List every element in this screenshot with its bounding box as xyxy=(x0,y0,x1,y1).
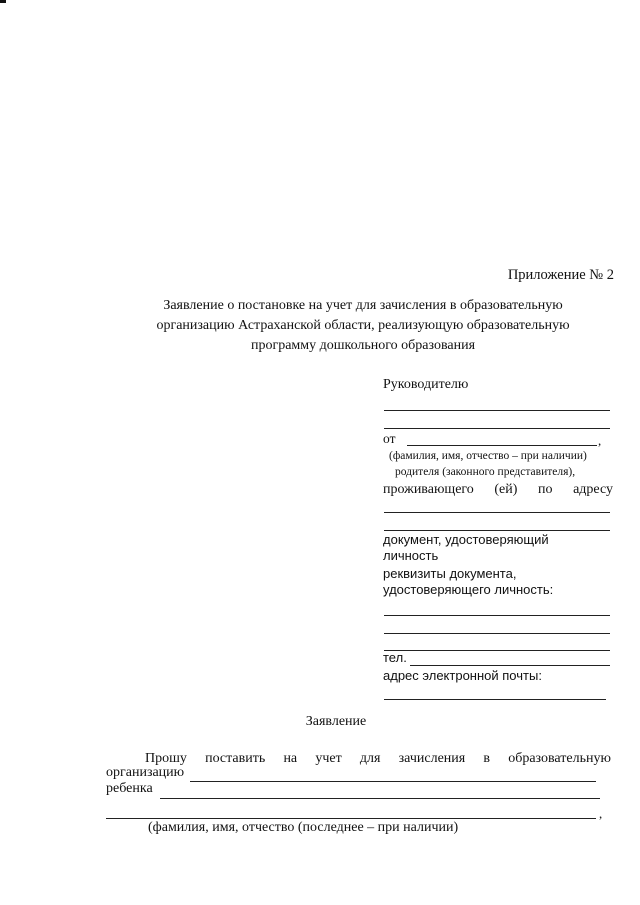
title-line-1: Заявление о постановке на учет для зачисления в образовательную xyxy=(163,298,563,313)
doc-details-line-2[interactable] xyxy=(384,633,610,634)
request-word-5: для xyxy=(359,751,381,766)
phone-label: тел. xyxy=(383,650,407,665)
organization-label: организацию xyxy=(106,765,185,780)
from-line[interactable] xyxy=(407,445,597,446)
child-line[interactable] xyxy=(160,798,600,799)
from-comma: , xyxy=(598,433,602,448)
child-line-comma: , xyxy=(599,806,603,821)
child-fio-hint: (фамилия, имя, отчество (последнее – при наличии) xyxy=(148,820,459,835)
phone-line[interactable] xyxy=(410,665,610,666)
residing-word-1: проживающего xyxy=(383,482,474,497)
address-line-1[interactable] xyxy=(384,512,610,513)
doc-details-line-3[interactable] xyxy=(384,650,610,651)
fio-hint: (фамилия, имя, отчество – при наличии) xyxy=(389,450,587,462)
residing-word-4: адресу xyxy=(573,482,613,497)
residing-word-3: по xyxy=(537,482,553,497)
statement-heading: Заявление xyxy=(305,714,367,729)
request-word-7: в xyxy=(483,751,491,766)
identity-doc-label: документ, удостоверяющий xyxy=(383,532,549,547)
request-word-1: Прошу xyxy=(145,751,187,766)
child-label: ребенка xyxy=(106,781,153,796)
identity-doc-label-2: личность xyxy=(383,548,439,563)
email-line[interactable] xyxy=(384,699,606,700)
request-word-3: на xyxy=(283,751,298,766)
from-label: от xyxy=(383,431,396,446)
residing-word-2: (ей) xyxy=(494,482,518,497)
request-line-1 xyxy=(145,751,611,767)
request-word-8: образовательную xyxy=(508,751,611,766)
addressee-line-2[interactable] xyxy=(384,428,610,429)
request-word-2: поставить xyxy=(205,751,266,766)
organization-line[interactable] xyxy=(190,781,596,782)
doc-details-label-2: удостоверяющего личность: xyxy=(383,582,554,597)
addressee-to: Руководителю xyxy=(383,377,469,392)
doc-details-label: реквизиты документа, xyxy=(383,566,517,581)
scan-corner-mark xyxy=(0,0,6,3)
residing-line xyxy=(383,482,613,498)
request-word-4: учет xyxy=(315,751,342,766)
title-line-2: организацию Астраханской области, реализующую образовательную xyxy=(156,318,570,333)
parent-hint: родителя (законного представителя), xyxy=(395,466,576,478)
email-label: адрес электронной почты: xyxy=(383,668,542,683)
title-line-3: программу дошкольного образования xyxy=(250,338,476,353)
doc-details-line-1[interactable] xyxy=(384,615,610,616)
request-word-6: зачисления xyxy=(398,751,466,766)
appendix-label: Приложение № 2 xyxy=(507,267,614,283)
child-name-line[interactable] xyxy=(106,818,596,819)
addressee-line-1[interactable] xyxy=(384,410,610,411)
address-line-2[interactable] xyxy=(384,530,610,531)
